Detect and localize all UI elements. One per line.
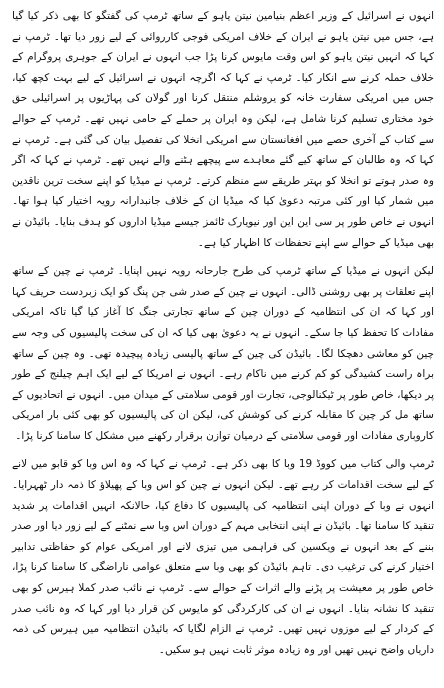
article-paragraph-3: ٹرمپ والی کتاب میں کووڈ 19 وبا کا بھی ذکر ہے۔ ٹرمپ نے کہا کہ وہ اس وبا کو قابو میں لانے کے لیے سخت اقدامات کر رہے تھے۔ لیکن انہوں نے چین کو اس وبا کے پھیلاؤ کا ذمہ دار ٹھہرایا۔ انہوں نے وبا کے دوران اپنی انتظامیہ کی پالیسیوں کا دفاع کیا، حالانکہ انہیں اقدامات پر شدید تنقید کا سامنا تھا۔ بائیڈن نے اپنی انتخابی مہم کے دوران اس وبا سے نمٹنے کے لیے زور دیا اور صدر بننے کے بعد انہوں نے ویکسین کی فراہمی میں تیزی لانے اور امریکی عوام کو حفاظتی تدابیر اختیار کرنے کی ترغیب دی۔ تاہم بائیڈن کو بھی وبا سے متعلق عوامی ناراضگی کا سامنا کرنا پڑا، خاص طور پر معیشت پر پڑنے والے اثرات کے حوالے سے۔ ٹرمپ نے نائب صدر کملا ہیرس کو بھی تنقید کا نشانہ بنایا۔ انہوں نے ان کی کارکردگی کو مایوس کن قرار دیا اور کہا کہ وہ نائب صدر کے کردار کے لیے موزوں نہیں تھیں۔ ٹرمپ نے الزام لگایا کہ بائیڈن انتظامیہ میں ہیرس کی ذمہ داریاں واضح نہیں تھیں اور وہ زیادہ موثر ثابت نہیں ہو سکیں۔ [12, 458, 434, 656]
article-paragraph-1: انہوں نے اسرائیل کے وزیر اعظم بنیامین نیتن یاہو کے ساتھ ٹرمپ کی گفتگو کا بھی ذکر کیا گیا ہے، جس میں نیتن یاہو نے ایران کے خلاف امریکی فوجی کارروائی کے لیے زور دیا تھا۔ ٹرمپ نے کہا کہ انہیں نیتن یاہو کو اس وقت مایوس کرنا پڑا جب انہوں نے ایران کے جوہری پروگرام کے خلاف حملہ کرنے سے انکار کیا۔ ٹرمپ نے کہا کہ اگرچہ انہوں نے اسرائیل کے لیے بہت کچھ کیا، جس میں امریکی سفارت خانہ کو یروشلم منتقل کرنا اور گولان کی پہاڑیوں پر اسرائیلی حق خود مختاری تسلیم کرنا شامل ہے، لیکن وہ ایران پر حملے کے حامی نہیں تھے۔ ٹرمپ کے حوالے سے کتاب کے آخری حصے میں افغانستان سے امریکی انخلا کی تفصیل بیان کی گئی ہے۔ ٹرمپ نے کہا کہ وہ طالبان کے ساتھ کیے گئے معاہدے سے پیچھے ہٹنے والے نہیں تھے۔ ٹرمپ نے کہا کہ اگر وہ صدر ہوتے تو انخلا کو بہتر طریقے سے منظم کرتے۔ ٹرمپ نے میڈیا کو اپنے سخت ترین ناقدین میں شمار کیا اور کئی مرتبہ دعویٰ کیا کہ میڈیا ان کے خلاف جانبدارانہ رویہ اختیار کیا ہوا تھا۔ انہوں نے خاص طور پر سی این این اور نیویارک ٹائمز جیسے میڈیا اداروں کو ہدف بنایا۔ بائیڈن نے بھی میڈیا کے حوالے سے اپنے تحفظات کا اظہار کیا ہے۔ [12, 10, 434, 249]
article-paragraph-2: لیکن انہوں نے میڈیا کے ساتھ ٹرمپ کی طرح جارحانہ رویہ نہیں اپنایا۔ ٹرمپ نے چین کے ساتھ اپنے تعلقات پر بھی روشنی ڈالی۔ انہوں نے چین کے صدر شی جن پنگ کو ایک زبردست حریف کہا اور کہا کہ ان کی انتظامیہ کے دوران چین کے ساتھ تجارتی جنگ کا آغاز کیا گیا تاکہ امریکی مفادات کا تحفظ کیا جا سکے۔ انہوں نے یہ دعویٰ بھی کیا کہ ان کی سخت پالیسیوں کی وجہ سے چین کو معاشی دھچکا لگا۔ بائیڈن کی چین کے ساتھ پالیسی زیادہ پیچیدہ تھی۔ وہ چین کے ساتھ براہ راست کشیدگی کو کم کرنے میں ناکام رہے۔ انہوں نے امریکا کے لیے ایک اہم چیلنج کے طور پر دیکھا، خاص طور پر ٹیکنالوجی، تجارت اور قومی سلامتی کے میدان میں۔ انہوں نے اتحادیوں کے ساتھ مل کر چین کا مقابلہ کرنے کی کوشش کی، لیکن ان کی پالیسیوں کو بھی کئی بار امریکی کاروباری مفادات اور قومی سلامتی کے درمیان توازن برقرار رکھنے میں مشکل کا سامنا کرنا پڑا۔ [12, 265, 434, 442]
